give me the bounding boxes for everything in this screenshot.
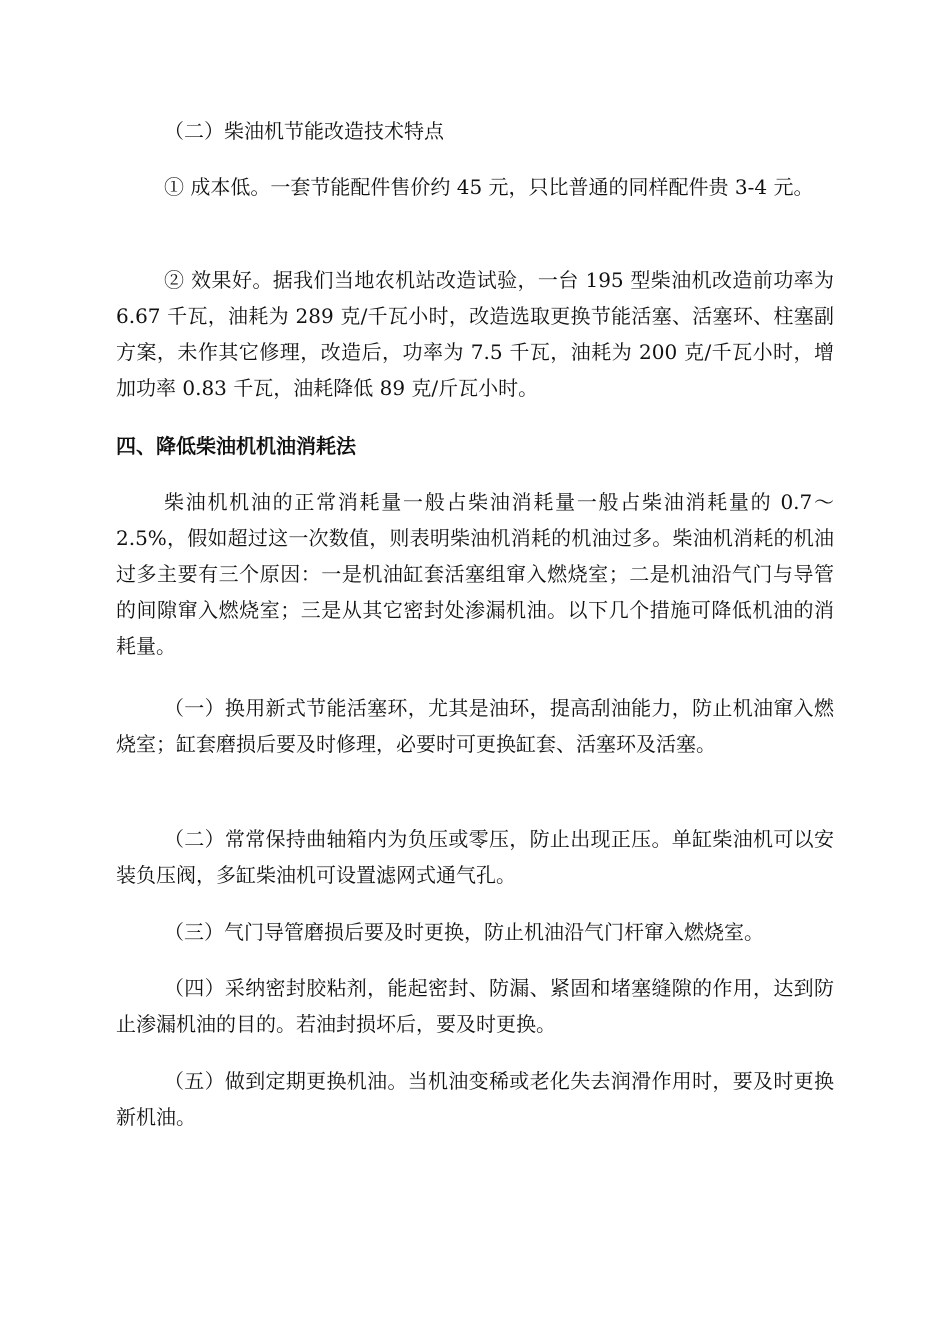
measure-one-paragraph: （一）换用新式节能活塞环，尤其是油环，提高刮油能力，防止机油窜入燃烧室；缸套磨损后要及时修理，必要时可更换缸套、活塞环及活塞。 xyxy=(116,696,834,756)
measure-five-paragraph: （五）做到定期更换机油。当机油变稀或老化失去润滑作用时，要及时更换新机油。 xyxy=(116,1069,834,1129)
measure-three-paragraph: （三）气门导管磨损后要及时更换，防止机油沿气门杆窜入燃烧室。 xyxy=(164,920,764,944)
measure-four-paragraph: （四）采纳密封胶粘剂，能起密封、防漏、紧固和堵塞缝隙的作用，达到防止渗漏机油的目的。若油封损坏后，要及时更换。 xyxy=(116,976,834,1036)
point-one-paragraph: ① 成本低。一套节能配件售价约 45 元，只比普通的同样配件贵 3-4 元。 xyxy=(164,175,814,199)
intro-paragraph: 柴油机机油的正常消耗量一般占柴油消耗量一般占柴油消耗量的 0.7～2.5%，假如超过这一次数值，则表明柴油机消耗的机油过多。柴油机消耗的机油过多主要有三个原因：一是机油缸套活塞组窜入燃烧室；二是机油沿气门与导管的间隙窜入燃烧室；三是从其它密封处渗漏机油。以下几个措施可降低机油的消耗量。 xyxy=(116,490,834,658)
section-two-title: （二）柴油机节能改造技术特点 xyxy=(164,119,444,143)
measure-two-paragraph: （二）常常保持曲轴箱内为负压或零压，防止出现正压。单缸柴油机可以安装负压阀，多缸柴油机可设置滤网式通气孔。 xyxy=(116,827,834,887)
section-four-heading: 四、降低柴油机机油消耗法 xyxy=(116,434,356,458)
point-two-paragraph: ② 效果好。据我们当地农机站改造试验，一台 195 型柴油机改造前功率为 6.67 千瓦，油耗为 289 克/千瓦小时，改造选取更换节能活塞、活塞环、柱塞副方案，未作其它修理，改造后，功率为 7.5 千瓦，油耗为 200 克/千瓦小时，增加功率 0.83 千瓦，油耗降低 89 克/斤瓦小时。 xyxy=(116,268,834,400)
